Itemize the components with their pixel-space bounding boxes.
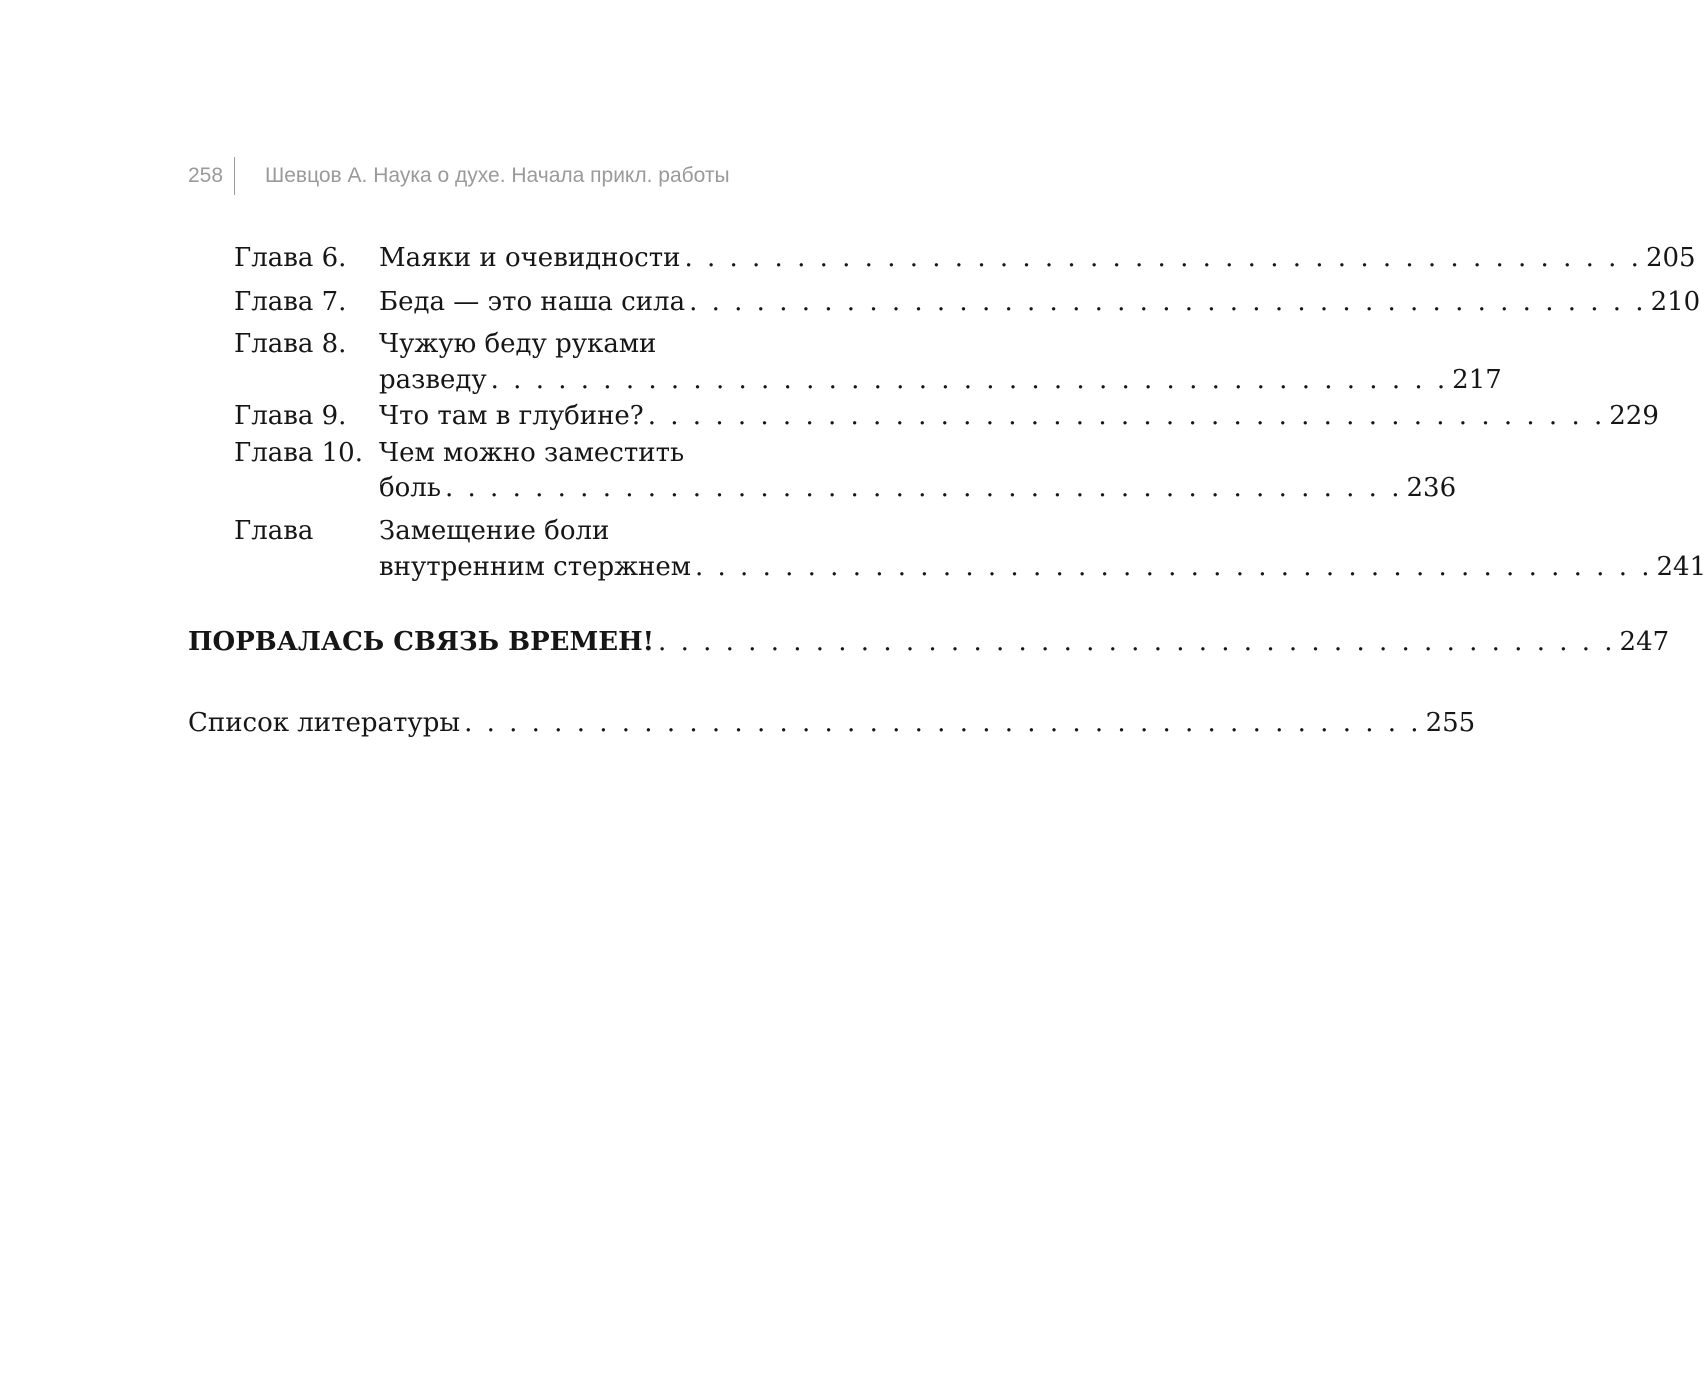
leader-dots: . . . . . . . . . . . . . . . . . . . . . . . . . . . . . . . . . . . . . . . . . . . — [695, 552, 1653, 582]
chapter-title-line — [379, 287, 1701, 317]
header-divider — [234, 157, 235, 195]
chapter-title: Что там в глубине? — [379, 401, 644, 431]
section-title: ПОРВАЛАСЬ СВЯЗЬ ВРЕМЕН! — [188, 627, 655, 657]
chapter-page: 236 — [1406, 473, 1457, 503]
chapter-title-line — [379, 552, 1706, 582]
chapter-label: Глава 10. — [234, 438, 363, 468]
running-title: Шевцов А. Наука о духе. Начала прикл. работы — [265, 164, 730, 187]
chapter-label: Глава 7. — [234, 287, 347, 317]
chapter-title-continued: разведу — [379, 365, 487, 395]
chapter-title: Чем можно заместить — [379, 438, 685, 468]
chapter-label: Глава 6. — [234, 243, 347, 273]
toc-entry-section[interactable] — [188, 627, 1670, 657]
leader-dots: . . . . . . . . . . . . . . . . . . . . . . . . . . . . . . . . . . . . . . . . . . . — [444, 473, 1403, 503]
leader-dots: . . . . . . . . . . . . . . . . . . . . . . . . . . . . . . . . . . . . . . . . . . . — [464, 708, 1422, 738]
leader-dots: . . . . . . . . . . . . . . . . . . . . . . . . . . . . . . . . . . . . . . . . . . . — [647, 401, 1606, 431]
section-page: 247 — [1619, 627, 1670, 657]
chapter-label: Глава — [234, 516, 314, 546]
chapter-label: Глава 8. — [234, 329, 347, 359]
chapter-title: Чужую беду руками — [379, 329, 657, 359]
chapter-label: Глава 9. — [234, 401, 347, 431]
leader-dots: . . . . . . . . . . . . . . . . . . . . . . . . . . . . . . . . . . . . . . . . . . . — [689, 287, 1647, 317]
bibliography-title: Список литературы — [188, 708, 461, 738]
leader-dots: . . . . . . . . . . . . . . . . . . . . . . . . . . . . . . . . . . . . . . . . . . . — [684, 243, 1642, 273]
running-header — [188, 156, 730, 196]
chapter-page: 210 — [1650, 287, 1701, 317]
leader-dots: . . . . . . . . . . . . . . . . . . . . . . . . . . . . . . . . . . . . . . . . . . . — [490, 365, 1449, 395]
chapter-title-continued: боль — [379, 473, 441, 503]
chapter-title-continued: внутренним стержнем — [379, 552, 691, 582]
chapter-page: 241 — [1656, 552, 1706, 582]
chapter-title: Маяки и очевидности — [379, 243, 681, 273]
toc-entry-bibliography[interactable] — [188, 708, 1476, 738]
chapter-title: Замещение боли — [379, 516, 610, 546]
chapter-page: 205 — [1645, 243, 1696, 273]
chapter-page: 229 — [1609, 401, 1659, 431]
chapter-page: 217 — [1452, 365, 1502, 395]
chapter-title-line — [379, 473, 1457, 503]
chapter-title: Беда — это наша сила — [379, 287, 686, 317]
page-number: 258 — [188, 164, 224, 187]
bibliography-page: 255 — [1425, 708, 1476, 738]
leader-dots: . . . . . . . . . . . . . . . . . . . . . . . . . . . . . . . . . . . . . . . . . . . — [658, 627, 1616, 657]
chapter-title-line — [379, 365, 1502, 395]
chapter-title-line — [379, 401, 1659, 431]
chapter-title-line — [379, 243, 1696, 273]
